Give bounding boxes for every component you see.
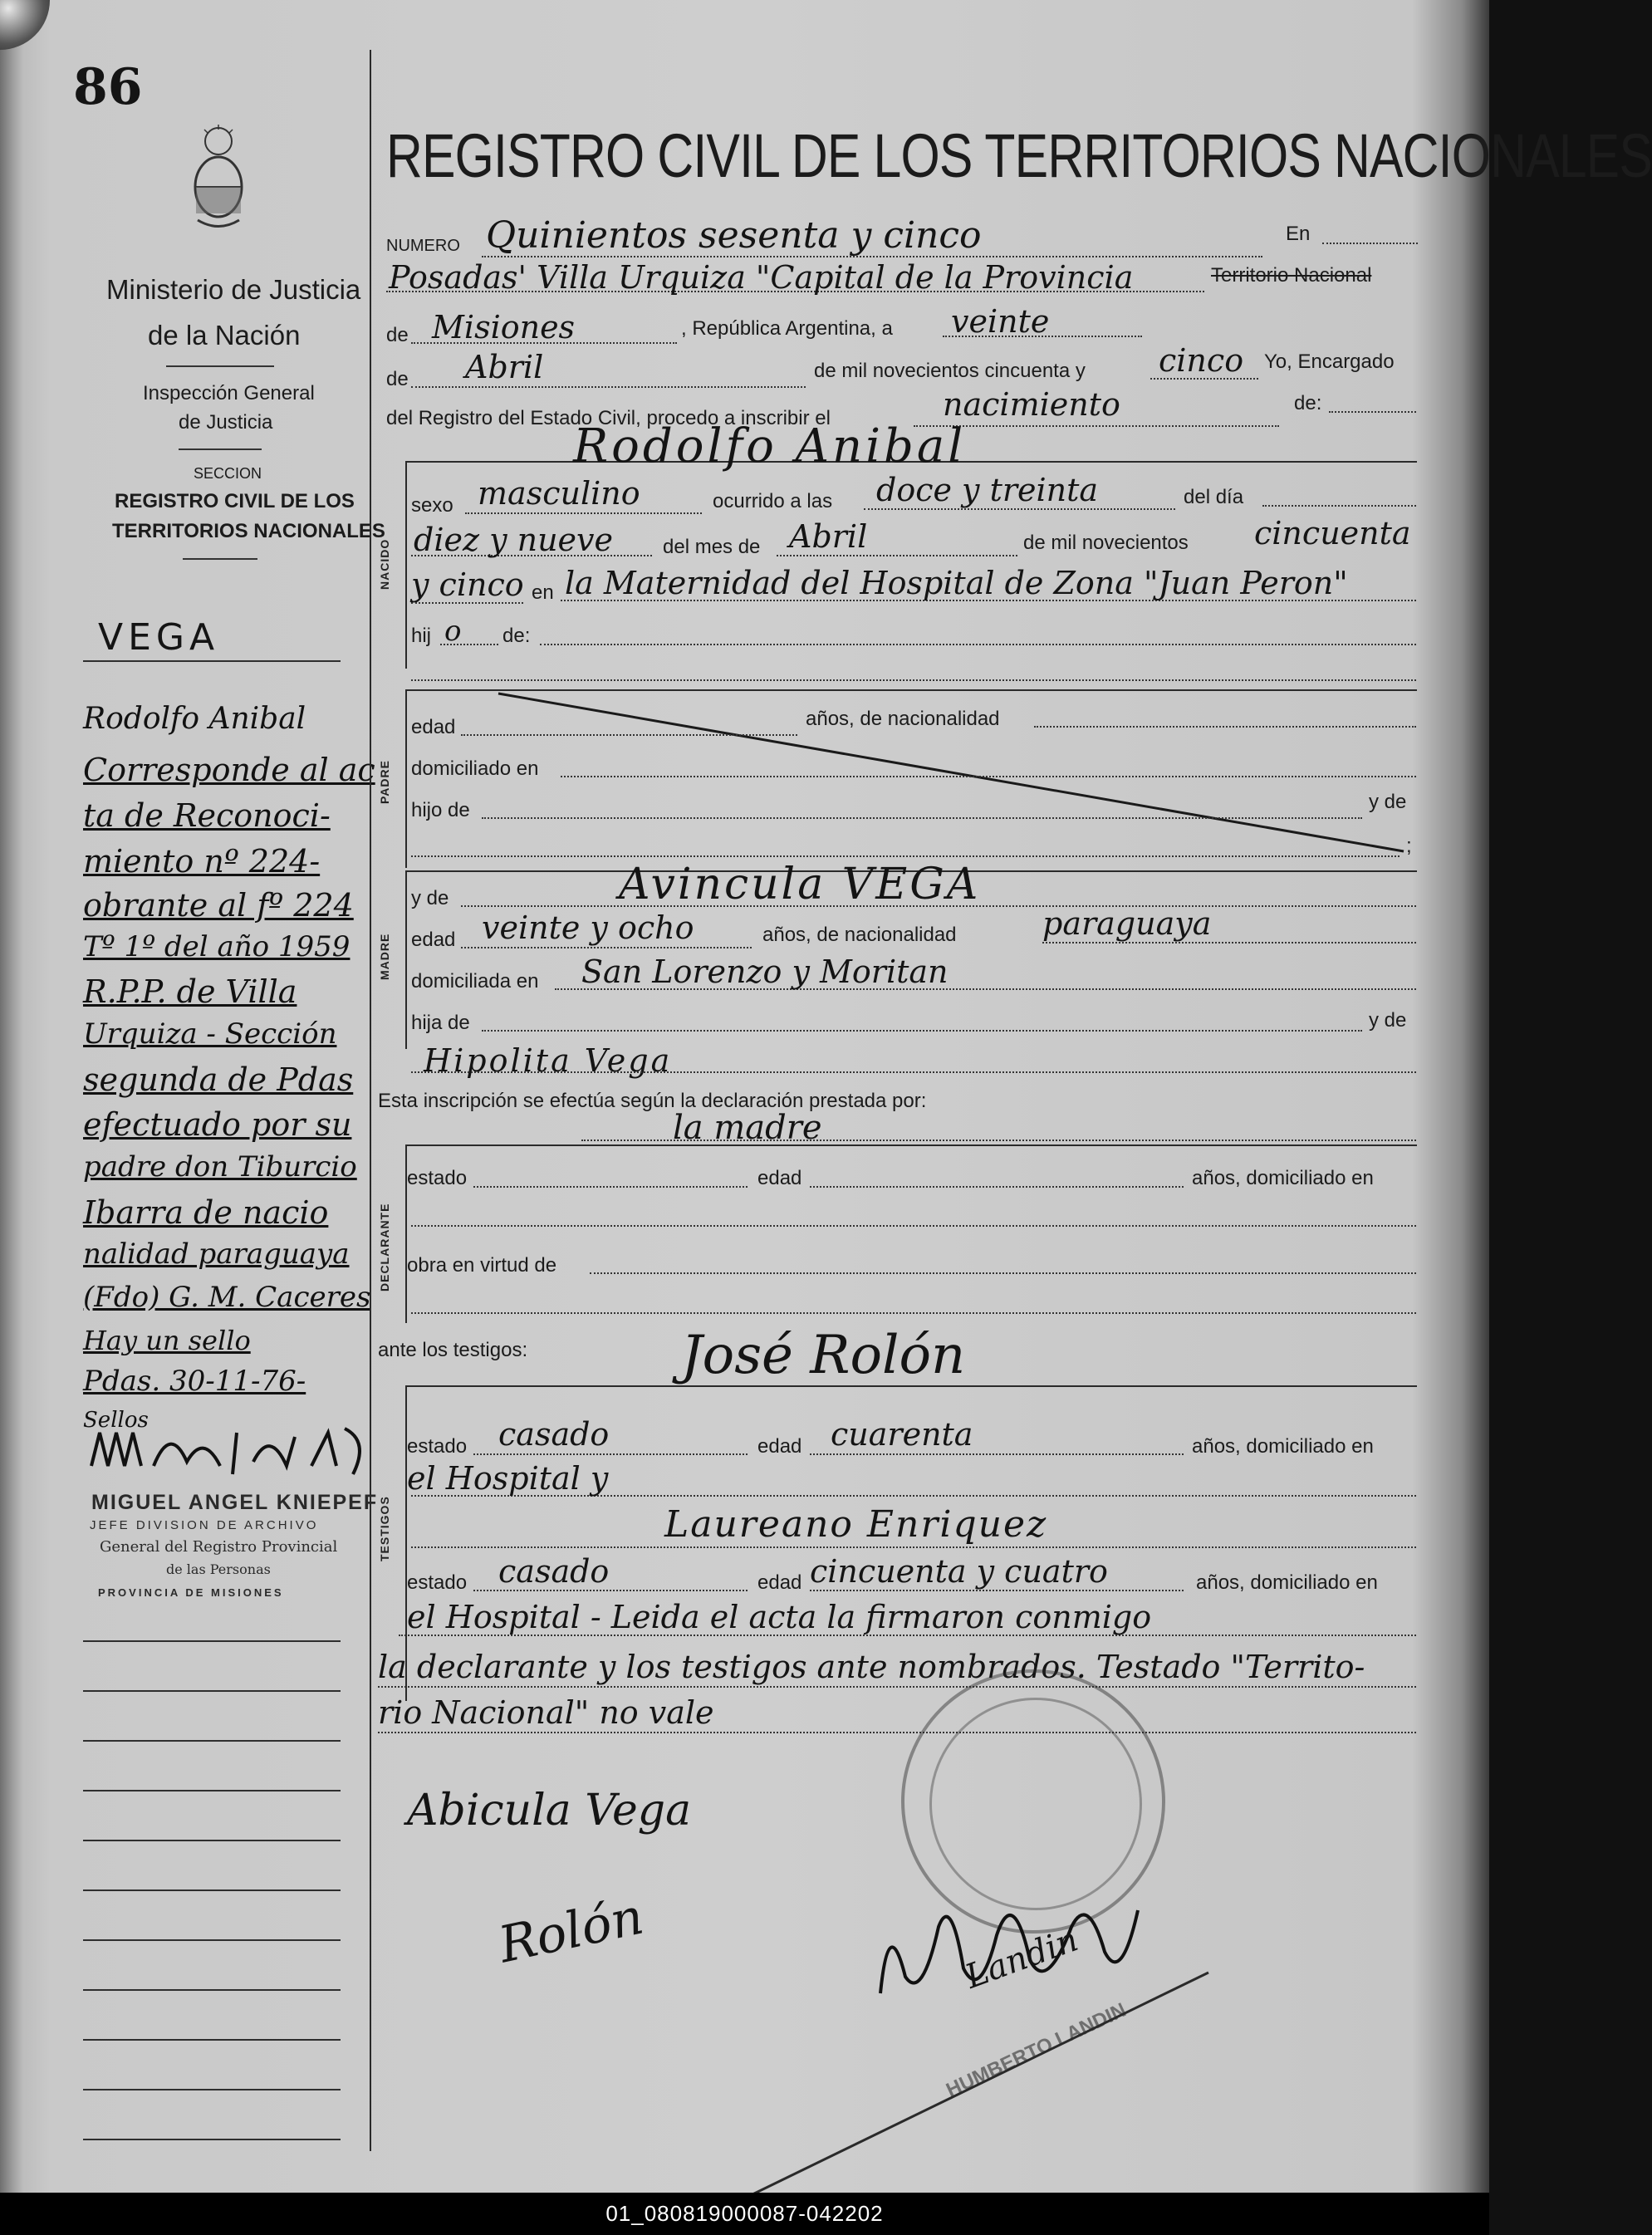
numero-label: NUMERO bbox=[386, 237, 460, 255]
margin-rule bbox=[83, 1939, 341, 1941]
en-label-2: en bbox=[532, 581, 554, 604]
witness1-estado-label: estado bbox=[407, 1435, 468, 1458]
binding-ring bbox=[0, 0, 50, 50]
stamp-line: JEFE DIVISION DE ARCHIVO bbox=[90, 1518, 319, 1532]
year-label: de mil novecientos cincuenta y bbox=[814, 360, 1086, 382]
margin-rule bbox=[83, 1740, 341, 1742]
en-label: En bbox=[1286, 223, 1311, 245]
witness2-anos-label: años, domiciliado en bbox=[1196, 1571, 1378, 1594]
ministry-line-1: Ministerio de Justicia bbox=[106, 274, 361, 305]
margin-rule bbox=[83, 1790, 341, 1791]
margin-rule bbox=[83, 1690, 341, 1692]
margin-note-line: Tº 1º del año 1959 bbox=[83, 930, 350, 963]
divider bbox=[179, 448, 262, 450]
hijo-suffix: o bbox=[444, 615, 462, 648]
margin-rule bbox=[83, 1840, 341, 1841]
day-value: veinte bbox=[951, 303, 1050, 340]
page-number: 86 bbox=[73, 58, 143, 116]
divider bbox=[166, 365, 274, 367]
section-name-1: REGISTRO CIVIL DE LOS bbox=[115, 490, 355, 512]
province-value: Misiones bbox=[432, 309, 576, 346]
divider bbox=[183, 558, 257, 560]
stamp-line: General del Registro Provincial bbox=[100, 1538, 338, 1556]
birth-year-label: de mil novecientos bbox=[1023, 532, 1189, 554]
mother-name: Avincula VEGA bbox=[619, 860, 981, 909]
de-label: de bbox=[386, 324, 409, 346]
testigos-label: ante los testigos: bbox=[378, 1339, 528, 1361]
padre-edad-label: edad bbox=[411, 716, 456, 738]
witness2-edad-label: edad bbox=[757, 1571, 802, 1594]
witness2-domicile: el Hospital - Leida el acta la firmaron conmigo bbox=[407, 1599, 1152, 1635]
nacido-side-label: NACIDO bbox=[378, 538, 391, 590]
stamp-line: PROVINCIA DE MISIONES bbox=[98, 1586, 284, 1599]
year-value: cinco bbox=[1159, 342, 1244, 379]
ministry-line-2: de la Nación bbox=[148, 320, 301, 350]
madre-edad-label: edad bbox=[411, 929, 456, 951]
declarant-value: la madre bbox=[673, 1109, 822, 1147]
witness1-domicile: el Hospital y bbox=[407, 1460, 609, 1497]
margin-note-line: Corresponde al ac bbox=[83, 752, 375, 788]
encargado-label: Yo, Encargado bbox=[1264, 350, 1395, 373]
witness1-edad-label: edad bbox=[757, 1435, 802, 1458]
margin-note-line: miento nº 224- bbox=[83, 843, 321, 880]
birth-day-value: diez y nueve bbox=[414, 522, 614, 558]
madre-anos-label: años, de nacionalidad bbox=[762, 924, 957, 946]
mother-domicile: San Lorenzo y Moritan bbox=[581, 953, 949, 990]
margin-rule bbox=[83, 1889, 341, 1891]
signature-officer: Landin bbox=[960, 1920, 1083, 1997]
section-label: SECCION bbox=[194, 465, 262, 482]
section-name-2: TERRITORIOS NACIONALES bbox=[112, 520, 385, 542]
obra-label: obra en virtud de bbox=[407, 1254, 557, 1277]
witness2-edad: cincuenta y cuatro bbox=[810, 1553, 1108, 1590]
madre-y-de-label-2: y de bbox=[1369, 1009, 1407, 1032]
witness2-name: Laureano Enriquez bbox=[664, 1503, 1048, 1546]
inspection-line-2: de Justicia bbox=[179, 411, 273, 434]
closing-line-2: rio Nacional" no vale bbox=[378, 1694, 714, 1731]
witness1-anos-label: años, domiciliado en bbox=[1192, 1435, 1374, 1458]
birth-year-value: cincuenta bbox=[1254, 515, 1411, 551]
signature-witness: Rolón bbox=[493, 1887, 649, 1975]
coat-of-arms-icon bbox=[189, 125, 248, 233]
declarante-edad-label: edad bbox=[757, 1167, 802, 1189]
margin-note-line: nalidad paraguaya bbox=[83, 1238, 350, 1271]
hijo-label: hij bbox=[411, 625, 432, 647]
margin-note-line: Ibarra de nacio bbox=[83, 1194, 329, 1231]
mother-age: veinte y ocho bbox=[482, 909, 694, 946]
witness1-name: José Rolón bbox=[681, 1325, 966, 1386]
stamp-line: MIGUEL ANGEL KNIEPEF bbox=[91, 1491, 379, 1514]
del-dia-label: del día bbox=[1184, 486, 1244, 508]
margin-note-line: segunda de Pdas bbox=[83, 1061, 354, 1098]
margin-note-line: obrante al fº 224 bbox=[83, 887, 354, 924]
hour-value: doce y treinta bbox=[876, 472, 1099, 508]
margin-note-line: R.P.P. de Villa bbox=[83, 973, 297, 1010]
signature-declarant: Abicula Vega bbox=[407, 1786, 692, 1836]
madre-domiciliada-label: domiciliada en bbox=[411, 970, 539, 993]
witness2-estado-label: estado bbox=[407, 1571, 468, 1594]
padre-y-de-label: y de bbox=[1369, 791, 1407, 813]
de-label-2: de: bbox=[502, 625, 531, 647]
margin-rule bbox=[83, 1640, 341, 1642]
birth-place-value: la Maternidad del Hospital de Zona "Juan Peron" bbox=[565, 565, 1348, 601]
padre-semicolon: ; bbox=[1406, 835, 1412, 857]
child-name: Rodolfo Anibal bbox=[573, 419, 967, 473]
del-mes-label: del mes de bbox=[663, 536, 761, 558]
witness2-estado: casado bbox=[498, 1553, 610, 1590]
margin-surname: VEGA bbox=[98, 616, 220, 659]
madre-side-label: MADRE bbox=[378, 933, 391, 980]
madre-hija-de-label: hija de bbox=[411, 1012, 470, 1034]
territorio-label: Territorio Nacional bbox=[1211, 264, 1372, 287]
numero-value: Quinientos sesenta y cinco bbox=[486, 214, 982, 257]
margin-rule bbox=[83, 2139, 341, 2140]
page-title: REGISTRO CIVIL DE LOS TERRITORIOS NACIONALES bbox=[386, 121, 1652, 190]
de-colon-label: de: bbox=[1294, 392, 1322, 414]
margin-note-line: Hay un sello bbox=[83, 1325, 251, 1356]
margin-rule bbox=[83, 2089, 341, 2090]
sexo-value: masculino bbox=[478, 475, 640, 512]
margin-note-line: efectuado por su bbox=[83, 1106, 352, 1143]
republica-label: , República Argentina, a bbox=[681, 317, 893, 340]
column-divider bbox=[370, 50, 371, 2151]
ocurrido-label: ocurrido a las bbox=[713, 490, 833, 512]
image-id-footer: 01_080819000087-042202 bbox=[0, 2193, 1489, 2235]
birth-year-value-2: y cinco bbox=[411, 566, 524, 603]
stamp-line: de las Personas bbox=[166, 1561, 271, 1577]
mother-nationality: paraguaya bbox=[1042, 905, 1212, 942]
declarante-estado-label: estado bbox=[407, 1167, 468, 1189]
month-value: Abril bbox=[465, 349, 544, 385]
declaracion-label: Esta inscripción se efectúa según la declaración prestada por: bbox=[378, 1090, 927, 1112]
madre-y-de-label: y de bbox=[411, 887, 449, 909]
witness1-estado: casado bbox=[498, 1416, 610, 1453]
margin-note-line: Pdas. 30-11-76- bbox=[83, 1365, 306, 1398]
officer-seal-text: HUMBERTO LANDIN bbox=[943, 1998, 1130, 2102]
inspection-line-1: Inspección General bbox=[143, 382, 315, 404]
margin-note-line: Sellos bbox=[83, 1408, 149, 1433]
padre-domiciliado-label: domiciliado en bbox=[411, 757, 539, 780]
sexo-label: sexo bbox=[411, 494, 453, 517]
margin-signature bbox=[87, 1416, 386, 1483]
padre-hijo-de-label: hijo de bbox=[411, 799, 470, 821]
act-value: nacimiento bbox=[943, 386, 1120, 423]
diagonal-stroke bbox=[748, 1968, 1213, 2201]
testigos-side-label: TESTIGOS bbox=[378, 1496, 391, 1561]
declarante-side-label: DECLARANTE bbox=[378, 1203, 391, 1291]
registro-label: del Registro del Estado Civil, procedo a inscribir el bbox=[386, 407, 831, 429]
padre-side-label: PADRE bbox=[378, 760, 391, 804]
closing-line-1: la declarante y los testigos ante nombrados. Testado "Territo- bbox=[378, 1649, 1365, 1685]
margin-note-line: (Fdo) G. M. Caceres bbox=[83, 1281, 371, 1314]
margin-note-line: ta de Reconoci- bbox=[83, 797, 331, 834]
margin-note-line: Urquiza - Sección bbox=[83, 1017, 337, 1051]
margin-note-line: Rodolfo Anibal bbox=[83, 702, 306, 736]
mother-parent-name: Hipolita Vega bbox=[424, 1042, 673, 1079]
witness1-edad: cuarenta bbox=[831, 1416, 973, 1453]
declarante-anos-label: años, domiciliado en bbox=[1192, 1167, 1374, 1189]
margin-rule bbox=[83, 660, 341, 662]
margin-rule bbox=[83, 1989, 341, 1991]
birth-month-value: Abril bbox=[789, 518, 868, 555]
margin-rule bbox=[83, 2039, 341, 2041]
place-value: Posadas' Villa Urquiza "Capital de la Provincia bbox=[389, 259, 1134, 296]
padre-anos-label: años, de nacionalidad bbox=[806, 708, 1000, 730]
de-label: de bbox=[386, 368, 409, 390]
margin-note-line: padre don Tiburcio bbox=[83, 1150, 357, 1184]
